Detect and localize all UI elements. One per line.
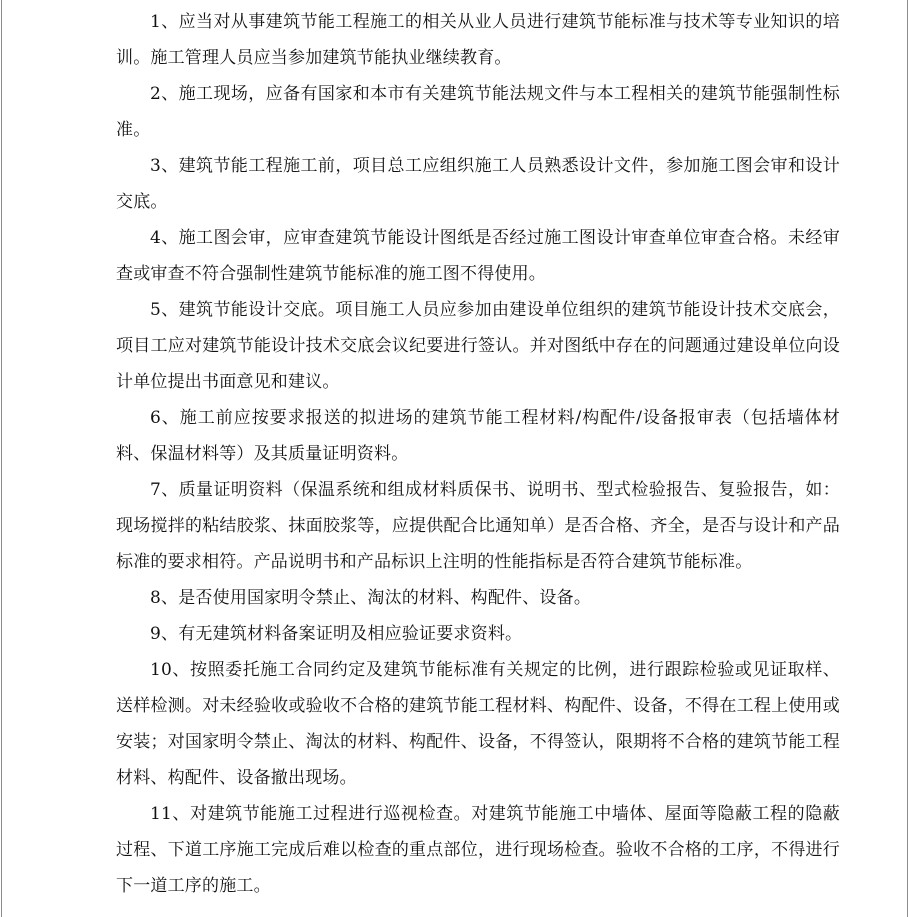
document-body	[116, 4, 840, 904]
paragraph-1: 1、应当对从事建筑节能工程施工的相关从业人员进行建筑节能标准与技术等专业知识的培训。施工管理人员应当参加建筑节能执业继续教育。	[116, 12, 840, 68]
paragraph-7: 7、质量证明资料（保温系统和组成材料质保书、说明书、型式检验报告、复验报告，如：现场搅拌的粘结胶浆、抹面胶浆等，应提供配合比通知单）是否合格、齐全，是否与设计和产品标准的要求相符。产品说明书和产品标识上注明的性能指标是否符合建筑节能标准。	[116, 480, 840, 572]
page-left-border	[1, 0, 2, 917]
paragraph-3: 3、建筑节能工程施工前，项目总工应组织施工人员熟悉设计文件，参加施工图会审和设计交底。	[116, 156, 840, 212]
paragraph-5: 5、建筑节能设计交底。项目施工人员应参加由建设单位组织的建筑节能设计技术交底会，项目工应对建筑节能设计技术交底会议纪要进行签认。并对图纸中存在的问题通过建设单位向设计单位提出书面意见和建议。	[116, 300, 840, 392]
paragraph-4: 4、施工图会审，应审查建筑节能设计图纸是否经过施工图设计审查单位审查合格。未经审查或审查不符合强制性建筑节能标准的施工图不得使用。	[116, 228, 840, 284]
paragraph-9: 9、有无建筑材料备案证明及相应验证要求资料。	[150, 624, 523, 644]
paragraph-11: 11、对建筑节能施工过程进行巡视检查。对建筑节能施工中墙体、屋面等隐蔽工程的隐蔽过程、下道工序施工完成后难以检查的重点部位，进行现场检查。验收不合格的工序，不得进行下一道工序的施工。	[116, 804, 840, 896]
paragraph-6: 6、施工前应按要求报送的拟进场的建筑节能工程材料/构配件/设备报审表（包括墙体材料、保温材料等）及其质量证明资料。	[116, 408, 840, 464]
paragraph-2: 2、施工现场，应备有国家和本市有关建筑节能法规文件与本工程相关的建筑节能强制性标准。	[116, 84, 840, 140]
paragraph-8: 8、是否使用国家明令禁止、淘汰的材料、构配件、设备。	[150, 588, 592, 608]
page-right-border	[907, 0, 908, 917]
paragraph-10: 10、按照委托施工合同约定及建筑节能标准有关规定的比例，进行跟踪检验或见证取样、送样检测。对未经验收或验收不合格的建筑节能工程材料、构配件、设备，不得在工程上使用或安装；对国家明令禁止、淘汰的材料、构配件、设备，不得签认，限期将不合格的建筑节能工程材料、构配件、设备撤出现场。	[116, 660, 840, 788]
